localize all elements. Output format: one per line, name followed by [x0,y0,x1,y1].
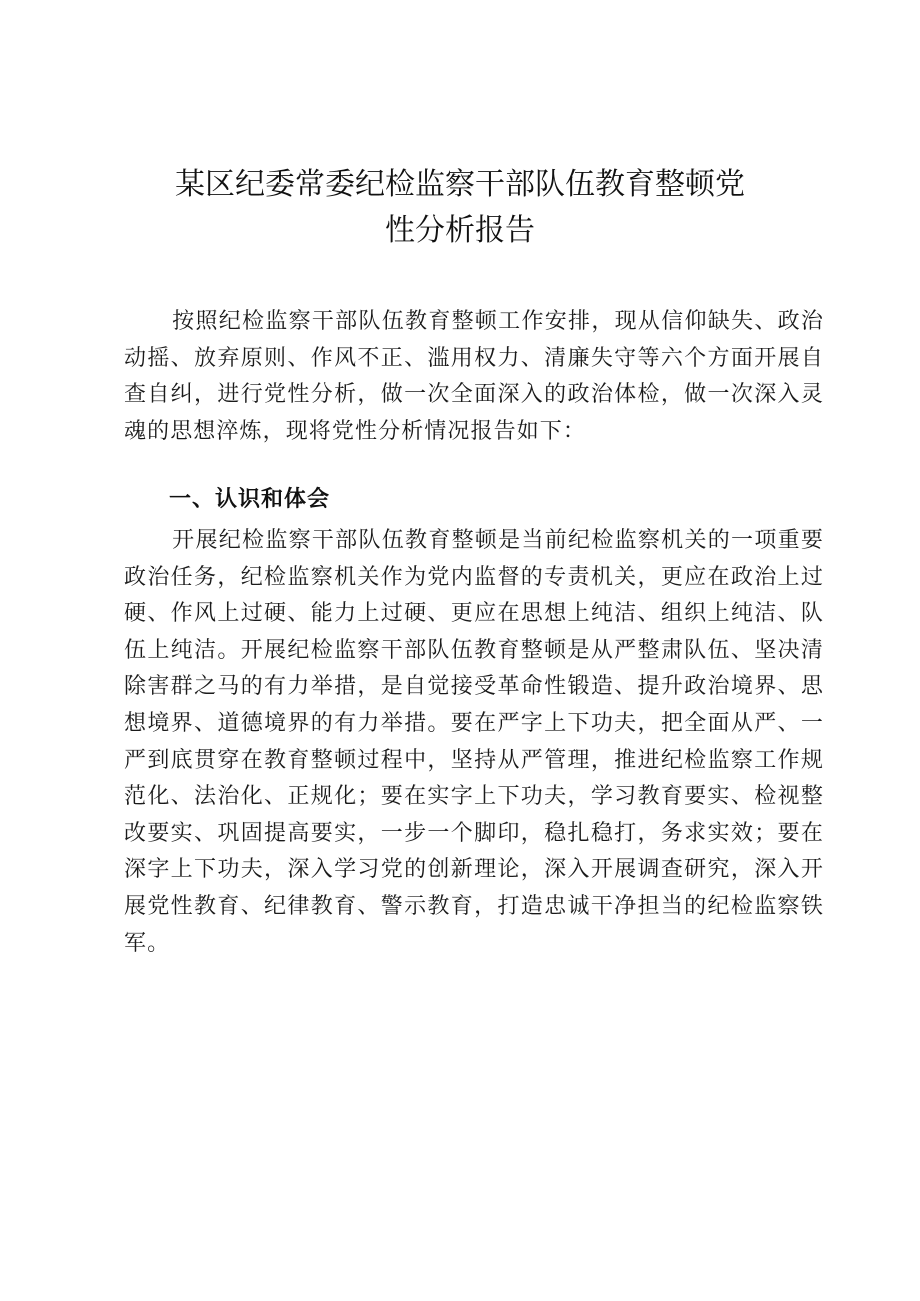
intro-paragraph [124,304,824,450]
document-title-line-1: 某区纪委常委纪检监察干部队伍教育整顿党 [175,167,745,202]
section-heading: 一、认识和体会 [169,487,331,512]
section-paragraph [124,523,824,962]
intro-paragraph-text: 按照纪检监察干部队伍教育整顿工作安排，现从信仰缺失、政治动摇、放弃原则、作风不正、滥用权力、清廉失守等六个方面开展自查自纠，进行党性分析，做一次全面深入的政治体检，做一次深入灵魂的思想淬炼，现将党性分析情况报告如下： [124,309,824,444]
section-paragraph-text: 开展纪检监察干部队伍教育整顿是当前纪检监察机关的一项重要政治任务，纪检监察机关作为党内监督的专责机关，更应在政治上过硬、作风上过硬、能力上过硬、更应在思想上纯洁、组织上纯洁、队伍上纯洁。开展纪检监察干部队伍教育整顿是从严整肃队伍、坚决清除害群之马的有力举措，是自觉接受革命性锻造、提升政治境界、思想境界、道德境界的有力举措。要在严字上下功夫，把全面从严、一严到底贯穿在教育整顿过程中，坚持从严管理，推进纪检监察工作规范化、法治化、正规化；要在实字上下功夫，学习教育要实、检视整改要实、巩固提高要实，一步一个脚印，稳扎稳打，务求实效；要在深字上下功夫，深入学习党的创新理论，深入开展调查研究，深入开展党性教育、纪律教育、警示教育，打造忠诚干净担当的纪检监察铁军。 [124,528,824,956]
document-title-line-2: 性分析报告 [385,213,535,248]
